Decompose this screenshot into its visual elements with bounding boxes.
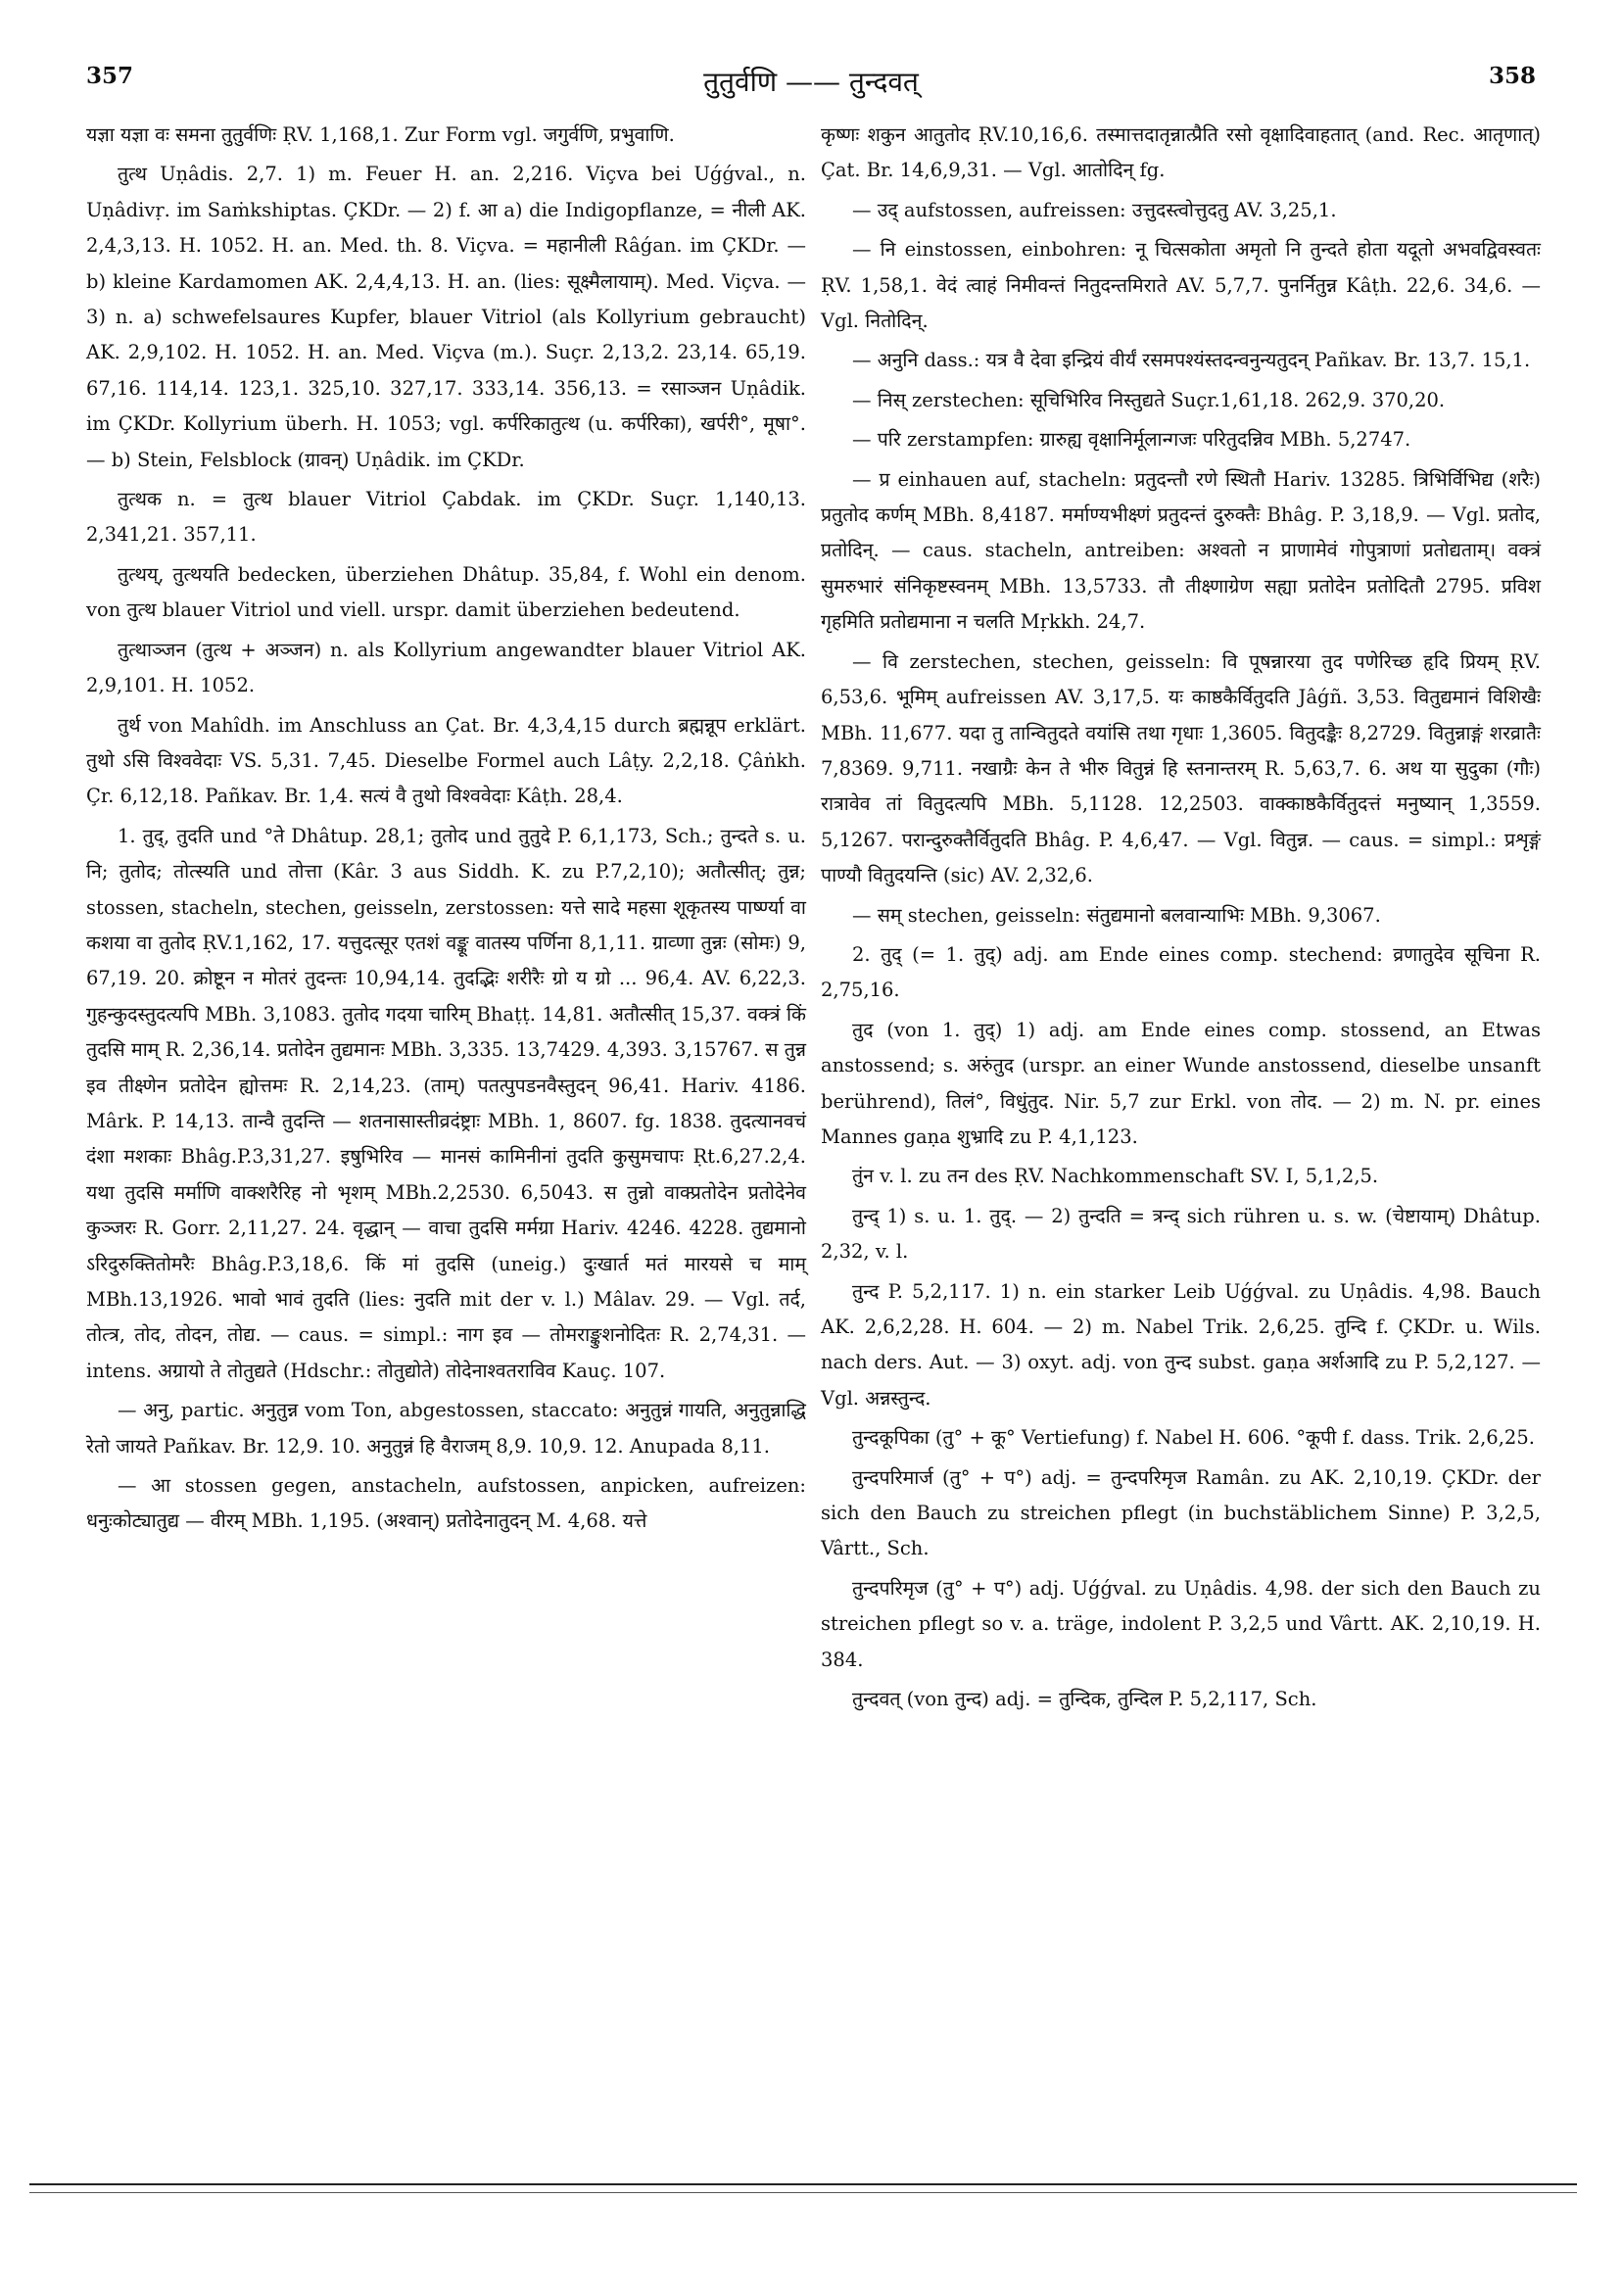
entry-tuttha: तुत्थ Uṇâdis. 2,7. 1) m. Feuer H. an. 2,216. Viçva bei Uǵǵval., n. Uṇâdivṛ. im Saṁkshiptas. ÇKDr. — 2) f. आ a) die Indigopflanze, = नीली AK. 2,4,3,13. H. 1052. H. an. Med. th. 8. Viçva. = महानीली Râǵan. im ÇKDr. — b) kleine Kardamomen AK. 2,4,4,13. H. an. (lies: सूक्ष्मैलायाम्). Med. Viçva. — 3) n. a) schwefelsaures Kupfer, blauer Vitriol (als Kollyrium gebraucht) AK. 2,9,102. H. 1052. H. an. Med. Viçva (m.). Suçr. 2,13,2. 23,14. 65,19. 67,16. 114,14. 123,1. 325,10. 327,17. 333,14. 356,13. = रसाञ्जन Uṇâdik. im ÇKDr. Kollyrium überh. H. 1053; vgl. कर्परिकातुत्थ (u. कर्परिका), खर्परी°, मूषा°. — b) Stein, Felsblock (ग्रावन्) Uṇâdik. im ÇKDr. [86,163,806,471]
entry-tutthanjana: तुत्थाञ्जन (तुत्थ + अञ्जन) n. als Kollyrium angewandter blauer Vitriol AK. 2,9,101. H. 1052. [86,638,806,697]
entry-tunna: तुंन v. l. zu तन des ṚV. Nachkommenschaft SV. I, 5,1,2,5. [852,1165,1379,1188]
entry-tundaparimarja: तुन्दपरिमार्ज (तु° + प°) adj. = तुन्दपरिमृज Ramân. zu AK. 2,10,19. ÇKDr. der sich den Bauch zu streichen pflegt (in buchstäblichem Sinne) P. 3,2,5, Vârtt., Sch. [821,1465,1541,1560]
entry-continuation: यज्ञा यज्ञा वः समना तुतुर्वणिः ṚV. 1,168,1. Zur Form vgl. जगुर्वणि, प्रभुवाणि. [86,123,675,146]
entry-turtha: तुर्थ von Mahîdh. im Anschluss an Çat. Br. 4,3,4,15 durch ब्रह्मन्नूप erklärt. तुथो ऽसि विश्ववेदाः VS. 5,31. 7,45. Dieselbe Formel auch Lâṭy. 2,2,18. Çâṅkh. Çr. 6,12,18. Pañkav. Br. 1,4. सत्यं वै तुथो विश्ववेदाः Kâṭh. 28,4. [86,713,806,808]
entry-tud-anu: — अनु, partic. अनुतुन्न vom Ton, abgestossen, staccato: अनुतुन्नं गायति, अनुतुन्नाद्धि रेतो जायते Pañkav. Br. 12,9. 10. अनुतुन्नं हि वैराजम् 8,9. 10,9. 12. Anupada 8,11. [86,1399,806,1458]
bottom-rule [29,2183,1577,2185]
entry-tud-2: 2. तुद् (= 1. तुद्) adj. am Ende eines comp. stechend: व्रणातुदेव सूचिना R. 2,75,16. [821,942,1541,1002]
page-header [86,63,1536,102]
entry-tunda: तुन्द P. 5,2,117. 1) n. ein starker Leib Uǵǵval. zu Uṇâdis. 4,98. Bauch AK. 2,6,2,28. H. 604. — 2) m. Nabel Trik. 2,6,25. तुन्दि f. ÇKDr. u. Wils. nach ders. Aut. — 3) oxyt. adj. von तुन्द subst. gaṇa अर्शआदि zu P. 5,2,127. — Vgl. अन्नस्तुन्द. [821,1279,1541,1410]
page-number-right: 358 [1488,63,1536,89]
entry-tud-vi: — वि zerstechen, stechen, geisseln: वि पूषन्नारया तुद पणेरिच्छ हृदि प्रियम् ṚV. 6,53,6. भूमिम् aufreissen AV. 3,17,5. यः काष्ठकैर्वितुदति Jâǵñ. 3,53. वितुद्यमानं विशिखैः MBh. 11,677. यदा तु तान्वितुदते वयांसि तथा गृधाः 1,3605. वितुदङ्कैः 8,2729. वितुन्नाङ्गं शरव्रातैः 7,8369. 9,711. नखाग्रैः केन ते भीरु वितुन्नं हि स्तनान्तरम् R. 5,63,7. 6. अथ या सुदुका (गौः) रात्रावेव तां वितुदत्यपि MBh. 5,1128. 12,2503. वाक्काष्ठकैर्वितुदत्तं मनुष्यान् 1,3559. 5,1267. परान्दुरुक्तैर्वितुदति Bhâg. P. 4,6,47. — Vgl. वितुन्न. — caus. = simpl.: प्रशृङ्गं पाण्यौ वितुदयन्ति (sic) AV. 2,32,6. [821,649,1541,887]
entry-tundakupika: तुन्दकूपिका (तु° + कू° Vertiefung) f. Nabel H. 606. °कूपी f. dass. Trik. 2,6,25. [852,1426,1535,1450]
left-column [86,118,806,1540]
entry-tud-anuni: — अनुनि dass.: यत्र वै देवा इन्द्रियं वीर्यं रसमपश्यंस्तदन्वनुन्यतुदन् Pañkav. Br. 13,7. 15,1. [852,349,1531,372]
entry-tuda: तुद (von 1. तुद्) 1) adj. am Ende eines comp. stossend, an Etwas anstossend; s. अरुंतुद (urspr. an einer Wunde anstossend, dieselbe unsanft berührend), तिलं°, विधुंतुद. Nir. 5,7 zur Erkl. von तोद. — 2) m. N. pr. eines Mannes gaṇa शुभ्रादि zu P. 4,1,123. [821,1018,1541,1148]
entry-tutthaka: तुत्थक n. = तुत्थ blauer Vitriol Çabdak. im ÇKDr. Suçr. 1,140,13. 2,341,21. 357,11. [86,488,806,547]
entry-tud-pra: — प्र einhauen auf, stacheln: प्रतुदन्तौ रणे स्थितौ Hariv. 13285. त्रिभिर्विभिद्य (शरैः) प्रतुतोद कर्णम् MBh. 8,4187. मर्माण्यभीक्ष्णं प्रतुदन्तं दुरुक्तैः Bhâg. P. 3,18,9. — Vgl. प्रतोद, प्रतोदिन्. — caus. stacheln, antreiben: अश्वतो न प्राणामेवं गोपुत्राणां प्रतोद्यताम्। वक्त्रं सुमरुभारं संनिकृष्टस्वनम् MBh. 13,5733. तौ तीक्ष्णाग्रेण सह्या प्रतोदेन प्रतोदितौ 2795. प्रविश गृहमिति प्रतोद्यमाना न चलति Mṛkkh. 24,7. [821,467,1541,634]
entry-tud-1: 1. तुद्, तुदति und °ते Dhâtup. 28,1; तुतोद und तुतुदे P. 6,1,173, Sch.; तुन्दते s. u. नि; तुतोद; तोत्स्यति und तोत्ता (Kâr. 3 aus Siddh. K. zu P.7,2,10); अतौत्सीत्; तुन्न; stossen, stacheln, stechen, geisseln, zerstossen: यत्ते सादे महसा शूकृतस्य पार्ष्ण्या वा कशया वा तुतोद ṚV.1,162, 17. यत्तुदत्सूर एतशं वङ्कू वातस्य पर्णिना 8,1,11. ग्राव्णा तुन्नः (सोमः) 9, 67,19. 20. क्रोष्टून न मोतरं तुदन्तः 10,94,14. तुदद्भिः शरीरैः ग्रो य ग्रो ... 96,4. AV. 6,22,3. गुहन्कुदस्तुदत्यपि MBh. 3,1083. तुतोद गदया चारिम् Bhaṭṭ. 14,81. अतौत्सीत् 15,37. वक्त्रं किं तुदसि माम् R. 2,36,14. प्रतोदेन तुद्यमानः MBh. 3,335. 13,7429. 4,393. 3,15767. स तुन्न इव तीक्ष्णेन प्रतोदेन ह्योत्तमः R. 2,14,23. (ताम्) पतत्पुपडनवैस्तुदन् 96,41. Hariv. 4186. Mârk. P. 14,13. तान्वै तुदन्ति — शतनासास्तीव्रदंष्ट्राः MBh. 1, 8607. fg. 1838. तुदत्यानवचं दंशा मशकाः Bhâg.P.3,31,27. इषुभिरिव — मानसं कामिनीनां तुदति कुसुमचापः Ṛt.6,27.2,4. यथा तुदसि मर्माणि वाक्शरैरिह नो भृशम् MBh.2,2530. 6,5043. स तुन्नो वाक्प्रतोदेन प्रतोदेनेव कुञ्जरः R. Gorr. 2,11,27. 24. वृद्धान् — वाचा तुदसि मर्मग्रा Hariv. 4246. 4228. तुद्यमानो ऽरिदुरुक्तितोमरैः Bhâg.P.3,18,6. किं मां तुदसि (uneig.) दुःखार्त मतं मारयसे च माम् MBh.13,1926. भावो भावं तुदति (lies: नुदति mit der v. l.) Mâlav. 29. — Vgl. तर्द, तोत्त्र, तोद, तोदन, तोद्य. — caus. = simpl.: नाग इव — तोमराङ्कुशनोदितः R. 2,74,31. — intens. अग्रायो ते तोतुद्यते (Hdschr.: तोतुद्योते) तोदेनाश्वतराविव Kauç. 107. [86,824,806,1382]
entry-tundaparimrija: तुन्दपरिमृज (तु° + प°) adj. Uǵǵval. zu Uṇâdis. 4,98. der sich den Bauch zu streichen pflegt so v. a. träge, indolent P. 3,2,5 und Vârtt. AK. 2,10,19. H. 384. [821,1576,1541,1671]
running-head: तुतुर्वणि —— तुन्दवत् [703,66,919,98]
entry-tud-pari: — परि zerstampfen: ग्रारुह्य वृक्षानिर्मूलान्गजः परितुदन्निव MBh. 5,2747. [852,428,1411,452]
entry-tutthay: तुत्थय्, तुत्थयति bedecken, überziehen Dhâtup. 35,84, f. Wohl ein denom. von तुत्थ blauer Vitriol und viell. urspr. damit überziehen bedeutend. [86,562,806,622]
page-number-left: 357 [86,63,134,89]
bottom-rule-thin [29,2192,1577,2193]
entry-tud-sam: — सम् stechen, geisseln: संतुद्यमानो बलवान्याभिः MBh. 9,3067. [852,903,1381,927]
right-column [821,118,1541,1717]
entry-continuation: कृष्णः शकुन आतुतोद ṚV.10,16,6. तस्मात्तदातृन्नात्प्रैति रसो वृक्षादिवाहतात् (and. Rec. आतृणात्) Çat. Br. 14,6,9,31. — Vgl. आतोदिन् fg. [821,123,1541,182]
entry-tund-verb: तुन्द् 1) s. u. 1. तुद्. — 2) तुन्दति = त्रन्द् sich rühren u. s. w. (चेष्टायाम्) Dhâtup. 2,32, v. l. [821,1204,1541,1264]
entry-tundavat: तुन्दवत् (von तुन्द) adj. = तुन्दिक, तुन्दिल P. 5,2,117, Sch. [852,1688,1317,1711]
entry-tud-aa: — आ stossen gegen, anstacheln, aufstossen, anpicken, aufreizen: धनुःकोट्यातुद्य — वीरम् MBh. 1,195. (अश्वान्) प्रतोदेनातुदन् M. 4,68. यत्ते [86,1474,806,1533]
entry-tud-ni: — नि einstossen, einbohren: नू चित्सकोता अमृतो नि तुन्दते होता यदूतो अभवद्विवस्वतः ṚV. 1,58,1. वेदं त्वाहं निमीवन्तं नितुदन्तमिराते AV. 5,7,7. पुनर्नितुन्न Kâṭh. 22,6. 34,6. — Vgl. नितोदिन्. [821,238,1541,333]
entry-tud-nis: — निस् zerstechen: सूचिभिरिव निस्तुद्यते Suçr.1,61,18. 262,9. 370,20. [852,388,1446,411]
entry-tud-ud: — उद् aufstossen, aufreissen: उत्तुदस्त्वोत्तुदतु AV. 3,25,1. [852,198,1337,221]
